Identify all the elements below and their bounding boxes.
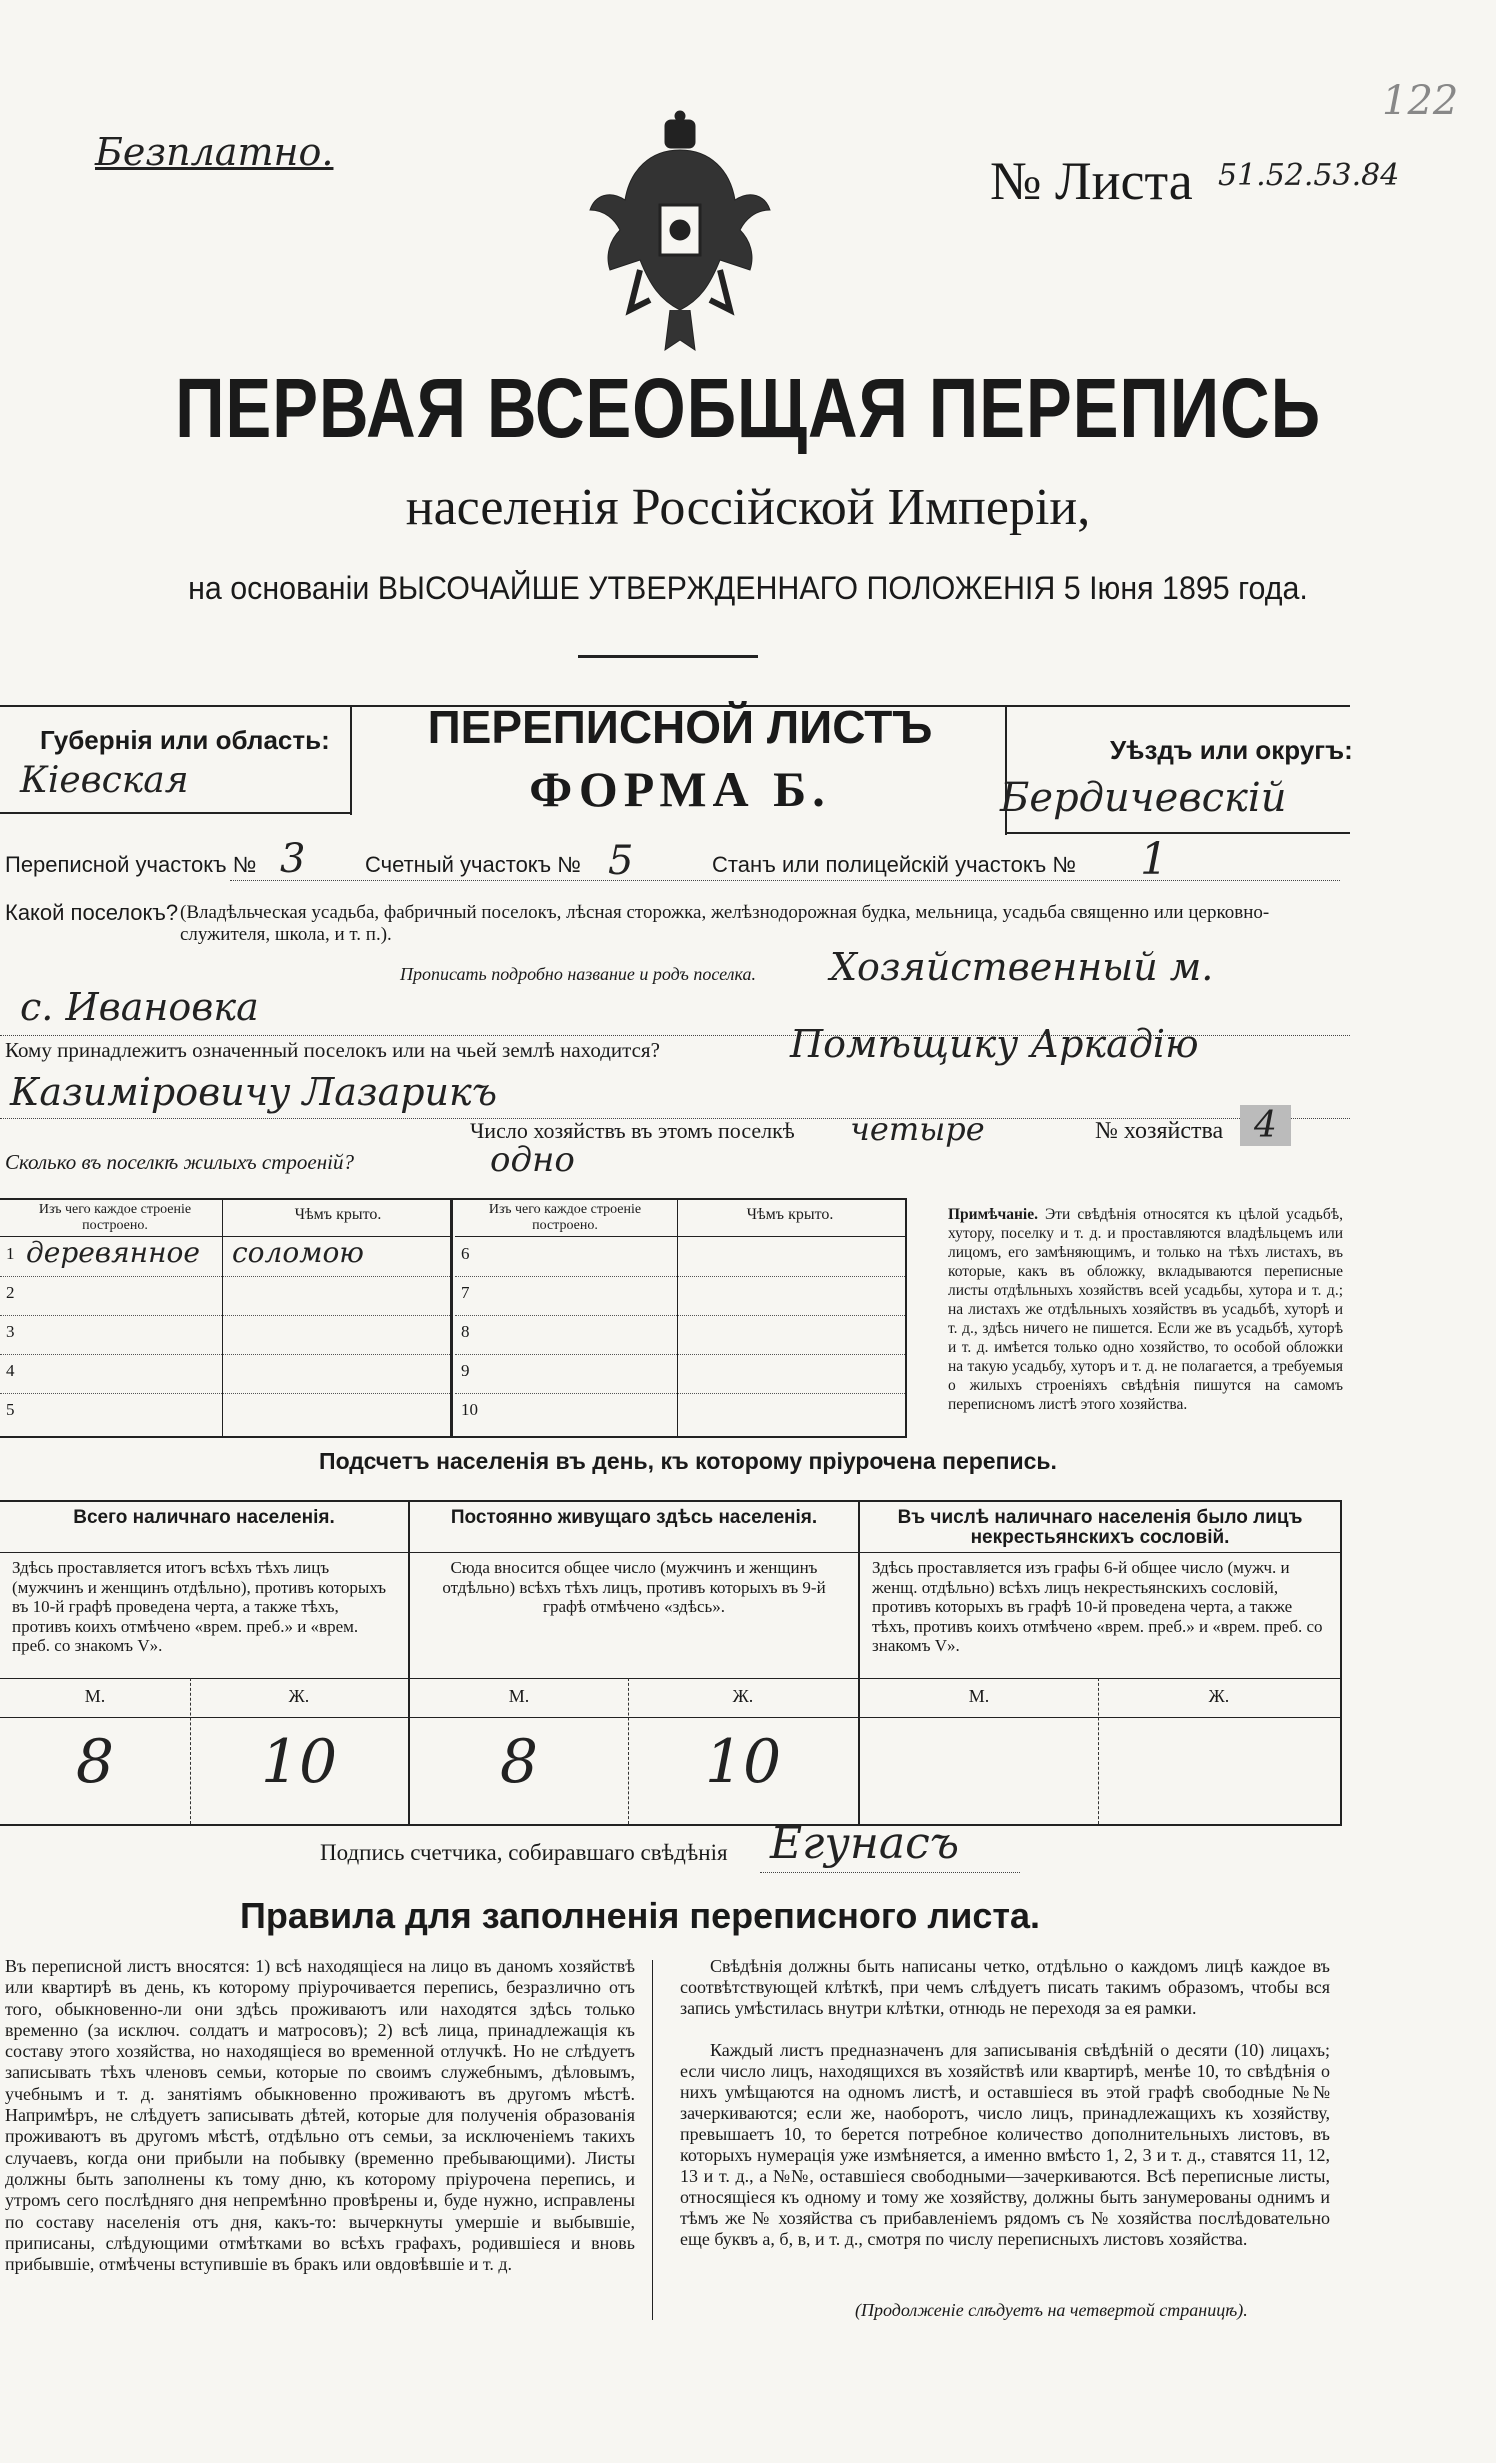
- corner-mark: 122: [1382, 78, 1459, 124]
- household-number-label: № хозяйства: [1095, 1118, 1224, 1144]
- buildings-value: одно: [490, 1140, 575, 1180]
- population-col-1-title: Всего наличнаго населенія.: [73, 1507, 335, 1528]
- rules-right-text-1: Свѣдѣнія должны быть написаны четко, отдѣльно о каждомъ лицѣ каждое въ соотвѣтствующей клѣткѣ, при чемъ слѣдуетъ писать такимъ образомъ, чтобы вся запись умѣстилась внутри клѣтки, отнюдь не переходя за ея рамки.: [680, 1956, 1330, 2018]
- buildings-left-row-number: 1: [6, 1244, 15, 1263]
- form-name: ФОРМА Б.: [529, 761, 831, 817]
- buildings-right-row-number: 10: [461, 1400, 478, 1419]
- sheet-number-label: № Листа: [990, 151, 1193, 211]
- signature-value: Егунасъ: [770, 1818, 960, 1869]
- census-main-title: ПЕРВАЯ ВСЕОБЩАЯ ПЕРЕПИСЬ: [175, 361, 1321, 455]
- buildings-left-row-number: 3: [6, 1322, 15, 1341]
- rules-right-text-2: Каждый листъ предназначенъ для записыванія свѣдѣній о десяти (10) лицахъ; если число лицъ, находящихся въ хозяйствѣ или квартирѣ, менѣе 10, то свѣдѣнія о нихъ умѣщаются на одномъ листѣ, и оставшіеся въ этой графѣ свободные №№ зачеркиваются; если же, наоборотъ, число лицъ, принадлежащихъ къ хозяйству, превышаетъ 10, то берется потребное количество дополнительныхъ листовъ, въ которыхъ нумерація уже измѣняется, а именно вмѣсто 1, 2, 3 и т. д., ставятся 11, 12, 13 и т. д., а №№, оставшіеся свободными—зачеркиваются. Всѣ переписные листы, относящіеся къ одному и тому же хозяйству, должны быть занумерованы однимъ и тѣмъ же № хозяйства съ прибавленіемъ рядомъ съ № хозяйства послѣдовательно еще буквъ а, б, в, и т. д., смотря по числу переписныхъ листовъ хозяйства.: [680, 2040, 1330, 2249]
- population-col-2-f-value: 10: [704, 1727, 782, 1797]
- counting-district-value: 5: [608, 838, 634, 884]
- buildings-left-row-number: 4: [6, 1361, 15, 1380]
- buildings-right-row-number: 7: [461, 1283, 470, 1302]
- uezd-label: Уѣздъ или округъ:: [1110, 735, 1353, 765]
- rules-divider: [652, 1960, 653, 2320]
- settlement-value-2: с. Ивановка: [20, 985, 259, 1029]
- settlement-label: Какой поселокъ?: [5, 900, 179, 925]
- counting-district-label: Счетный участокъ №: [365, 852, 581, 877]
- population-col-2-f-label: Ж.: [732, 1686, 754, 1706]
- population-col-2-m-value: 8: [499, 1727, 539, 1797]
- rules-continuation: (Продолженіе слѣдуетъ на четвертой страницѣ).: [855, 2300, 1248, 2320]
- district-line: [230, 880, 1340, 881]
- population-col-2-title: Постоянно живущаго здѣсь населенія.: [450, 1507, 818, 1528]
- gubernia-underline: [0, 812, 350, 814]
- census-district-label: Переписной участокъ №: [5, 852, 257, 877]
- population-col-3-desc: Здѣсь проставляется изъ графы 6-й общее число (мужч. и женщ. отдѣльно) всѣхъ лицъ некрестьянскихъ сословій, противъ которыхъ въ графѣ 10-й проведена черта, а также тѣхъ, противъ коихъ отмѣчено «врем. преб.» и «врем. преб. со знакомъ V».: [872, 1558, 1323, 1655]
- population-col-3-m-label: М.: [968, 1686, 990, 1706]
- uezd-underline: [1005, 832, 1350, 834]
- owner-value-1: Помѣщику Аркадію: [790, 1022, 1199, 1066]
- buildings-right-row-number: 6: [461, 1244, 470, 1263]
- note-label: Примѣчаніе.: [948, 1206, 1038, 1223]
- buildings-right-row-divider: [455, 1315, 905, 1316]
- title-divider: [578, 655, 758, 658]
- buildings-col-roof-right: Чѣмъ крыто.: [746, 1206, 834, 1223]
- population-table: [0, 1500, 1342, 1826]
- population-col-3-title: Въ числѣ наличнаго населенія было лицъ некрестьянскихъ сословій.: [897, 1507, 1303, 1548]
- signature-label: Подпись счетчика, собиравшаго свѣдѣнія: [320, 1840, 728, 1865]
- uezd-top-rule: [1005, 705, 1350, 707]
- population-col-1-desc: Здѣсь проставляется итогъ всѣхъ тѣхъ лицъ (мужчинъ и женщинъ отдѣльно), противъ которыхъ въ 10-й графѣ проведена черта, а также тѣхъ, противъ коихъ отмѣчено «врем. преб.» и «врем. преб. со знакомъ V».: [12, 1558, 386, 1655]
- census-district-value: 3: [280, 836, 306, 882]
- buildings-left-row-divider: [0, 1393, 450, 1394]
- sheet-number-value: 51.52.53.84: [1218, 158, 1400, 193]
- census-subtitle: населенія Россійской Имперіи,: [405, 479, 1091, 536]
- buildings-col-roof-left: Чѣмъ крыто.: [294, 1206, 382, 1223]
- census-basis: на основаніи ВЫСОЧАЙШЕ УТВЕРЖДЕННАГО ПОЛОЖЕНІЯ 5 Іюня 1895 года.: [188, 570, 1308, 606]
- sheet-title: ПЕРЕПИСНОЙ ЛИСТЪ: [427, 701, 933, 753]
- buildings-right-row-divider: [455, 1354, 905, 1355]
- buildings-right-row-divider: [455, 1393, 905, 1394]
- buildings-table: [0, 1198, 907, 1438]
- households-value: четыре: [850, 1110, 985, 1148]
- rules-heading: Правила для заполненія переписного листа.: [239, 1895, 1041, 1936]
- gubernia-value: Кіевская: [20, 760, 189, 801]
- buildings-left-row-divider: [0, 1276, 450, 1277]
- buildings-left-row-roof: соломою: [232, 1236, 364, 1269]
- population-col-1-f-label: Ж.: [288, 1686, 310, 1706]
- settlement-hint-italic: Прописать подробно название и родъ поселка.: [400, 964, 756, 984]
- settlement-value-1: Хозяйственный м.: [830, 945, 1214, 989]
- buildings-col-material-left: Изъ чего каждое строеніе построено.: [38, 1202, 192, 1233]
- rules-left-text: Въ переписной листъ вносятся: 1) всѣ находящіеся на лицо въ даномъ хозяйствѣ или квартирѣ въ день, къ которому пріурочивается перепись, безразлично отъ того, обыкновенно-ли они здѣсь проживаютъ или находятся здѣсь только временно (за исключ. солдатъ и матросовъ); 2) всѣ лица, принадлежащія къ составу этого хозяйства, но находящіеся во временной отлучкѣ. Но не слѣдуетъ записывать тѣхъ членовъ семьи, которые по своимъ служебнымъ, дѣловымъ, учебнымъ и т. д. занятіямъ обыкновенно проживаютъ въ другомъ мѣстѣ. Напримѣръ, не слѣдуетъ записывать дѣтей, которые для полученія образованія проживаютъ въ другомъ мѣстѣ, отдѣльно отъ семьи, за исключеніемъ такихъ случаевъ, когда они прибыли на побывку (временно пребывающими). Листы должны быть заполнены къ тому дню, къ которому пріурочена перепись, и утромъ сего послѣдняго дня непремѣнно провѣрены и, буде нужно, исправлены по составу населенія отъ дня, какъ-то: вычеркнуты умершіе и выбывшіе, приписаны, слѣдующими отмѣтками во всѣхъ графахъ, родившіеся и вновь прибывшіе, отмѣчены вступившіе въ бракъ или овдовѣвшіе и т. д.: [5, 1956, 635, 2275]
- population-col-1-m-label: М.: [84, 1686, 106, 1706]
- household-number-value: 4: [1240, 1105, 1291, 1146]
- population-col-1-f-value: 10: [260, 1727, 338, 1797]
- buildings-left-row-number: 5: [6, 1400, 15, 1419]
- left-box-divider: [350, 705, 352, 815]
- buildings-left-row-divider: [0, 1354, 450, 1355]
- buildings-right-row-number: 8: [461, 1322, 470, 1341]
- population-col-1-m-value: 8: [75, 1727, 115, 1797]
- gubernia-label: Губернія или область:: [40, 725, 330, 755]
- signature-underline: [760, 1872, 1020, 1873]
- population-heading: Подсчетъ населенія въ день, къ которому пріурочена перепись.: [319, 1448, 1057, 1474]
- stan-value: 1: [1140, 834, 1168, 885]
- buildings-left-row-material: деревянное: [26, 1236, 200, 1269]
- double-headed-eagle-emblem: [580, 110, 780, 360]
- population-col-2-m-label: М.: [508, 1686, 530, 1706]
- households-label: Число хозяйствъ въ этомъ поселкѣ: [470, 1118, 795, 1143]
- buildings-label: Сколько въ поселкѣ жилыхъ строеній?: [5, 1150, 354, 1174]
- stan-label: Станъ или полицейскій участокъ №: [712, 852, 1076, 877]
- buildings-right-row-divider: [455, 1276, 905, 1277]
- buildings-col-material-right: Изъ чего каждое строеніе построено.: [488, 1202, 642, 1233]
- owner-label: Кому принадлежитъ означенный поселокъ или на чьей землѣ находится?: [5, 1038, 660, 1062]
- buildings-left-row-number: 2: [6, 1283, 15, 1302]
- population-col-3-f-label: Ж.: [1208, 1686, 1230, 1706]
- uezd-value: Бердичевскій: [1000, 775, 1287, 821]
- settlement-hint: (Владѣльческая усадьба, фабричный поселокъ, лѣсная сторожка, желѣзнодорожная будка, мельница, усадьба священно или церковно-служителя, школа, и т. п.).: [180, 902, 1270, 945]
- population-col-2-desc: Сюда вносится общее число (мужчинъ и женщинъ отдѣльно) всѣхъ тѣхъ лицъ, противъ которыхъ въ 9-й графѣ отмѣчено «здѣсь».: [442, 1558, 826, 1616]
- free-label: Безплатно.: [95, 130, 334, 174]
- note-block: [948, 1205, 1343, 1414]
- owner-value-2: Казиміровичу Лазарикъ: [10, 1070, 498, 1114]
- buildings-left-row-divider: [0, 1315, 450, 1316]
- note-text: Эти свѣдѣнія относятся къ цѣлой усадьбѣ, хутору, поселку и т. д. и проставляются владѣльцемъ или лицомъ, его замѣняющимъ, и только на тѣхъ листахъ, въ которые, какъ въ обложку, вкладываются переписные листы отдѣльныхъ хозяйствъ всей усадьбы, хутора и т. д.; на листахъ же отдѣльныхъ хозяйствъ въ усадьбѣ, хуторѣ и т. д., здѣсь ничего не пишется. Если же въ усадьбѣ, хуторѣ и т. д. имѣется только одно хозяйство, то особой обложки на такую усадьбу, хуторъ и т. д. не полагается, а требуемыя о жилыхъ строеніяхъ свѣдѣнія пишутся на самомъ переписномъ листѣ этого хозяйства.: [948, 1206, 1344, 1413]
- buildings-right-row-number: 9: [461, 1361, 470, 1380]
